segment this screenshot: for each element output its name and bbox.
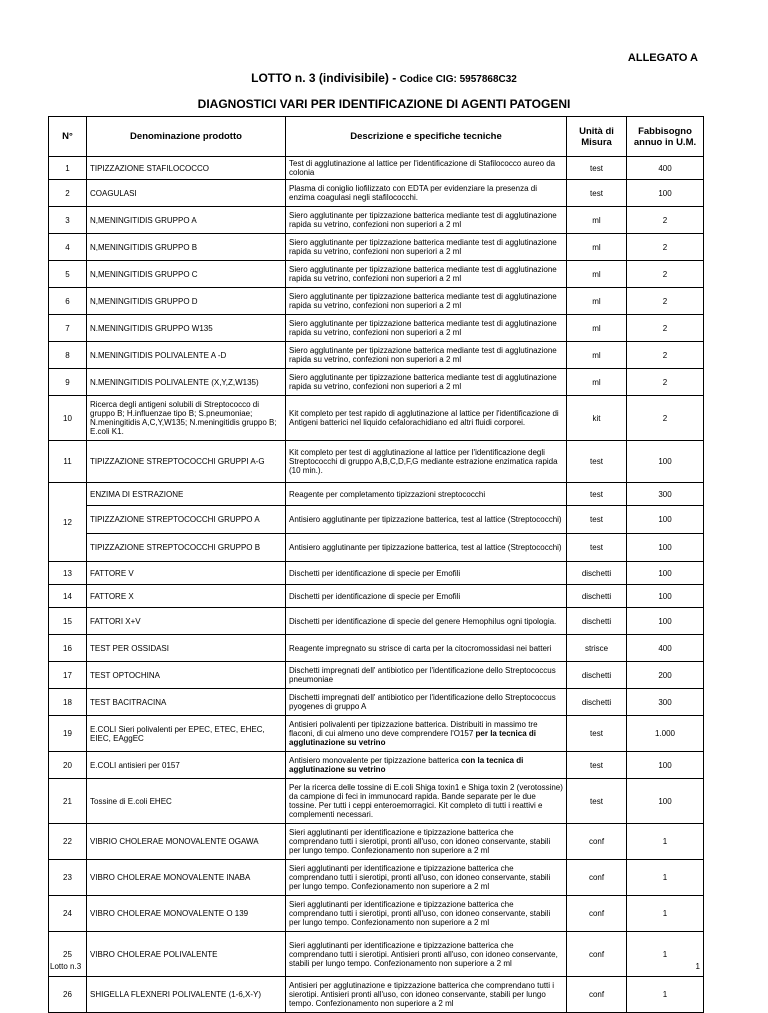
- table-row: [49, 932, 704, 977]
- row-number: 7: [49, 315, 87, 342]
- row-number: 25: [49, 932, 87, 977]
- product-description: Kit completo per test di agglutinazione al lattice per l'identificazione degli Streptococchi di gruppo A,B,C,D,F,G mediante estrazione enzimatica rapida (10 min.).: [286, 441, 567, 483]
- table-row: [49, 562, 704, 585]
- row-number: 9: [49, 369, 87, 396]
- product-name: TEST OPTOCHINA: [87, 662, 286, 689]
- table-row: [49, 396, 704, 441]
- annual-quantity: 1: [627, 824, 704, 860]
- product-description: Reagente impregnato su strisce di carta per la citocromossidasi nei batteri: [286, 635, 567, 662]
- product-name: Ricerca degli antigeni solubili di Streptococco di gruppo B; H.influenzae tipo B; S.pneumoniae; N.meningitidis A,C,Y,W135; N.meningitidis gruppo B; E.coli K1.: [87, 396, 286, 441]
- product-description: Antisiero agglutinante per tipizzazione batterica, test al lattice (Streptococchi): [286, 506, 567, 534]
- annual-quantity: 2: [627, 261, 704, 288]
- table-header-row: [49, 117, 704, 157]
- table-row: [49, 234, 704, 261]
- product-description: Sieri agglutinanti per identificazione e tipizzazione batterica che comprendano tutti i sierotipi, pronti all'uso, con idoneo conservante, stabili per lungo tempo. Confezionamento non superiore a 2 ml: [286, 860, 567, 896]
- product-description: Siero agglutinante per tipizzazione batterica mediante test di agglutinazione rapida su vetrino, confezioni non superiori a 2 ml: [286, 369, 567, 396]
- table-row: [49, 180, 704, 207]
- row-number: 12: [49, 483, 87, 562]
- annual-quantity: 1: [627, 896, 704, 932]
- allegato-label: ALLEGATO A: [627, 52, 698, 64]
- product-name: FATTORE V: [87, 562, 286, 585]
- product-description: Dischetti per identificazione di specie per Emofili: [286, 585, 567, 608]
- product-name: N,MENINGITIDIS GRUPPO A: [87, 207, 286, 234]
- row-number: 19: [49, 716, 87, 752]
- unit-of-measure: ml: [567, 369, 627, 396]
- header-name: Denominazione prodotto: [87, 117, 286, 157]
- row-number: 14: [49, 585, 87, 608]
- product-name: COAGULASI: [87, 180, 286, 207]
- description-text: Antisieri polivalenti per tipizzazione batterica. Distribuiti in massimo tre flaconi, di cui almeno uno deve comprendere l'O157: [289, 720, 538, 738]
- table-row: [49, 585, 704, 608]
- unit-of-measure: dischetti: [567, 585, 627, 608]
- product-description: Test di agglutinazione al lattice per l'identificazione di Stafilococco aureo da colonia: [286, 157, 567, 180]
- table-row: [49, 315, 704, 342]
- unit-of-measure: test: [567, 716, 627, 752]
- annual-quantity: 2: [627, 342, 704, 369]
- product-description: Antisieri per agglutinazione e tipizzazione batterica che comprendano tutti i sierotipi. Antisieri pronti all'uso, con idoneo conservante, stabili per lungo tempo. Confezionamento non superiore a 2 ml: [286, 977, 567, 1013]
- product-name: FATTORE X: [87, 585, 286, 608]
- annual-quantity: 100: [627, 506, 704, 534]
- row-number: 13: [49, 562, 87, 585]
- annual-quantity: 400: [627, 635, 704, 662]
- product-name: N.MENINGITIDIS POLIVALENTE A -D: [87, 342, 286, 369]
- table-row: [49, 506, 704, 534]
- row-number: 10: [49, 396, 87, 441]
- row-number: 21: [49, 779, 87, 824]
- annual-quantity: 100: [627, 752, 704, 779]
- product-description: [286, 752, 567, 779]
- product-description: Per la ricerca delle tossine di E.coli Shiga toxin1 e Shiga toxin 2 (verotossine) da campione di feci in immunocard rapida. Bande separate per le due tossine. Per tutti i ceppi enteroemorragici. Kit completo di tutti i reattivi e complementi necessari.: [286, 779, 567, 824]
- annual-quantity: 2: [627, 288, 704, 315]
- description-text: Antisiero monovalente per tipizzazione batterica: [289, 756, 462, 765]
- annual-quantity: 100: [627, 441, 704, 483]
- product-name: TEST BACITRACINA: [87, 689, 286, 716]
- product-name: VIBRO CHOLERAE MONOVALENTE O 139: [87, 896, 286, 932]
- unit-of-measure: ml: [567, 234, 627, 261]
- product-name: TIPIZZAZIONE STREPTOCOCCHI GRUPPI A-G: [87, 441, 286, 483]
- unit-of-measure: conf: [567, 932, 627, 977]
- unit-of-measure: ml: [567, 261, 627, 288]
- product-description: Siero agglutinante per tipizzazione batterica mediante test di agglutinazione rapida su vetrino, confezioni non superiori a 2 ml: [286, 315, 567, 342]
- annual-quantity: 1: [627, 977, 704, 1013]
- row-number: 1: [49, 157, 87, 180]
- table-row: [49, 977, 704, 1013]
- annual-quantity: 400: [627, 157, 704, 180]
- annual-quantity: 100: [627, 585, 704, 608]
- unit-of-measure: test: [567, 441, 627, 483]
- unit-of-measure: dischetti: [567, 562, 627, 585]
- table-row: [49, 716, 704, 752]
- product-description: Sieri agglutinanti per identificazione e tipizzazione batterica che comprendano tutti i sierotipi. Antisieri pronti all'uso, con idoneo conservante, stabili per lungo tempo. Confezionamento non superiore a 2 ml: [286, 932, 567, 977]
- row-number: 17: [49, 662, 87, 689]
- table-row: [49, 441, 704, 483]
- row-number: 11: [49, 441, 87, 483]
- unit-of-measure: kit: [567, 396, 627, 441]
- table-row: [49, 689, 704, 716]
- header-desc: Descrizione e specifiche tecniche: [286, 117, 567, 157]
- product-description: Dischetti impregnati dell' antibiotico per l'identificazione dello Streptococcus pneumoniae: [286, 662, 567, 689]
- unit-of-measure: dischetti: [567, 608, 627, 635]
- unit-of-measure: test: [567, 534, 627, 562]
- product-name: SHIGELLA FLEXNERI POLIVALENTE (1-6,X-Y): [87, 977, 286, 1013]
- row-number: 24: [49, 896, 87, 932]
- product-name: TIPIZZAZIONE STREPTOCOCCHI GRUPPO B: [87, 534, 286, 562]
- unit-of-measure: ml: [567, 288, 627, 315]
- lotto-text: LOTTO n. 3 (indivisibile) -: [251, 71, 400, 85]
- row-number: 20: [49, 752, 87, 779]
- unit-of-measure: conf: [567, 896, 627, 932]
- description-bold: per la tecnica di agglutinazione su vetrino: [289, 729, 536, 747]
- annual-quantity: 100: [627, 534, 704, 562]
- row-number: 23: [49, 860, 87, 896]
- table-row: [49, 288, 704, 315]
- row-number: 22: [49, 824, 87, 860]
- row-number: 5: [49, 261, 87, 288]
- cig-code: Codice CIG: 5957868C32: [399, 74, 517, 85]
- product-name: TIPIZZAZIONE STAFILOCOCCO: [87, 157, 286, 180]
- product-description: Siero agglutinante per tipizzazione batterica mediante test di agglutinazione rapida su vetrino, confezioni non superiori a 2 ml: [286, 342, 567, 369]
- row-number: 15: [49, 608, 87, 635]
- annual-quantity: 2: [627, 396, 704, 441]
- product-description: Dischetti per identificazione di specie per Emofili: [286, 562, 567, 585]
- unit-of-measure: ml: [567, 342, 627, 369]
- unit-of-measure: test: [567, 483, 627, 506]
- annual-quantity: 100: [627, 562, 704, 585]
- footer-lotto: Lotto n.3: [50, 962, 82, 971]
- product-name: FATTORI X+V: [87, 608, 286, 635]
- row-number: 4: [49, 234, 87, 261]
- product-name: E.COLI antisieri per 0157: [87, 752, 286, 779]
- unit-of-measure: ml: [567, 207, 627, 234]
- table-row: [49, 662, 704, 689]
- annual-quantity: 2: [627, 369, 704, 396]
- product-description: Dischetti per identificazione di specie del genere Hemophilus ogni tipologia.: [286, 608, 567, 635]
- lotto-title: [0, 71, 768, 85]
- product-name: N.MENINGITIDIS POLIVALENTE (X,Y,Z,W135): [87, 369, 286, 396]
- product-name: ENZIMA DI ESTRAZIONE: [87, 483, 286, 506]
- table-row: [49, 342, 704, 369]
- table-row: [49, 608, 704, 635]
- product-name: E.COLI Sieri polivalenti per EPEC, ETEC, EHEC, EIEC, EAggEC: [87, 716, 286, 752]
- product-description: Sieri agglutinanti per identificazione e tipizzazione batterica che comprendano tutti i sierotipi, pronti all'uso, con idoneo conservante, stabili per lungo tempo. Confezionamento non superiore a 2 ml: [286, 896, 567, 932]
- product-description: Siero agglutinante per tipizzazione batterica mediante test di agglutinazione rapida su vetrino, confezioni non superiori a 2 ml: [286, 234, 567, 261]
- product-name: TEST PER OSSIDASI: [87, 635, 286, 662]
- table-row: [49, 896, 704, 932]
- row-number: 16: [49, 635, 87, 662]
- table-row: [49, 261, 704, 288]
- annual-quantity: 2: [627, 315, 704, 342]
- annual-quantity: 1: [627, 860, 704, 896]
- product-name: VIBRO CHOLERAE POLIVALENTE: [87, 932, 286, 977]
- product-name: VIBRIO CHOLERAE MONOVALENTE OGAWA: [87, 824, 286, 860]
- product-name: N,MENINGITIDIS GRUPPO B: [87, 234, 286, 261]
- unit-of-measure: dischetti: [567, 662, 627, 689]
- row-number: 18: [49, 689, 87, 716]
- unit-of-measure: test: [567, 506, 627, 534]
- annual-quantity: 2: [627, 207, 704, 234]
- description-bold: con la tecnica di agglutinazione su vetrino: [289, 756, 524, 774]
- unit-of-measure: ml: [567, 315, 627, 342]
- document-subtitle: DIAGNOSTICI VARI PER IDENTIFICAZIONE DI AGENTI PATOGENI: [197, 97, 571, 111]
- annual-quantity: 100: [627, 608, 704, 635]
- table-row: [49, 779, 704, 824]
- unit-of-measure: conf: [567, 860, 627, 896]
- annual-quantity: 100: [627, 779, 704, 824]
- unit-of-measure: test: [567, 180, 627, 207]
- unit-of-measure: test: [567, 779, 627, 824]
- table-row: [49, 860, 704, 896]
- product-description: Plasma di coniglio liofilizzato con EDTA per evidenziare la presenza di enzima coagulasi negli stafilococchi.: [286, 180, 567, 207]
- product-name: VIBRO CHOLERAE MONOVALENTE INABA: [87, 860, 286, 896]
- product-name: N.MENINGITIDIS GRUPPO W135: [87, 315, 286, 342]
- annual-quantity: 100: [627, 180, 704, 207]
- products-table: [48, 116, 704, 1013]
- product-name: N,MENINGITIDIS GRUPPO C: [87, 261, 286, 288]
- annual-quantity: 1.000: [627, 716, 704, 752]
- annual-quantity: 200: [627, 662, 704, 689]
- row-number: 6: [49, 288, 87, 315]
- table-row: [49, 752, 704, 779]
- unit-of-measure: strisce: [567, 635, 627, 662]
- header-num: N°: [49, 117, 87, 157]
- table-row: [49, 824, 704, 860]
- unit-of-measure: test: [567, 157, 627, 180]
- table-row: [49, 483, 704, 506]
- row-number: 3: [49, 207, 87, 234]
- product-description: Siero agglutinante per tipizzazione batterica mediante test di agglutinazione rapida su vetrino, confezioni non superiori a 2 ml: [286, 288, 567, 315]
- product-description: Siero agglutinante per tipizzazione batterica mediante test di agglutinazione rapida su vetrino, confezioni non superiori a 2 ml: [286, 207, 567, 234]
- row-number: 26: [49, 977, 87, 1013]
- unit-of-measure: conf: [567, 824, 627, 860]
- product-description: Reagente per completamento tipizzazioni streptococchi: [286, 483, 567, 506]
- annual-quantity: 300: [627, 483, 704, 506]
- product-description: Dischetti impregnati dell' antibiotico per l'identificazione dello Streptococcus pyogenes di gruppo A: [286, 689, 567, 716]
- table-row: [49, 534, 704, 562]
- product-description: Kit completo per test rapido di agglutinazione al lattice per l'identificazione di Antigeni batterici nel liquido cefalorachidiano ed altri fluidi corporei.: [286, 396, 567, 441]
- table-row: [49, 207, 704, 234]
- header-um: Unità di Misura: [567, 117, 627, 157]
- page-number: 1: [695, 962, 700, 971]
- header-qty: Fabbisogno annuo in U.M.: [627, 117, 704, 157]
- product-name: Tossine di E.coli EHEC: [87, 779, 286, 824]
- table-row: [49, 157, 704, 180]
- product-description: Siero agglutinante per tipizzazione batterica mediante test di agglutinazione rapida su vetrino, confezioni non superiori a 2 ml: [286, 261, 567, 288]
- product-name: TIPIZZAZIONE STREPTOCOCCHI GRUPPO A: [87, 506, 286, 534]
- row-number: 8: [49, 342, 87, 369]
- table-row: [49, 369, 704, 396]
- row-number: 2: [49, 180, 87, 207]
- annual-quantity: 2: [627, 234, 704, 261]
- annual-quantity: 300: [627, 689, 704, 716]
- product-description: Antisiero agglutinante per tipizzazione batterica, test al lattice (Streptococchi): [286, 534, 567, 562]
- product-name: N,MENINGITIDIS GRUPPO D: [87, 288, 286, 315]
- unit-of-measure: test: [567, 752, 627, 779]
- product-description: [286, 716, 567, 752]
- annual-quantity: 1: [627, 932, 704, 977]
- table-row: [49, 635, 704, 662]
- unit-of-measure: dischetti: [567, 689, 627, 716]
- product-description: Sieri agglutinanti per identificazione e tipizzazione batterica che comprendano tutti i sierotipi, pronti all'uso, con idoneo conservante, stabili per lungo tempo. Confezionamento non superiore a 2 ml: [286, 824, 567, 860]
- unit-of-measure: conf: [567, 977, 627, 1013]
